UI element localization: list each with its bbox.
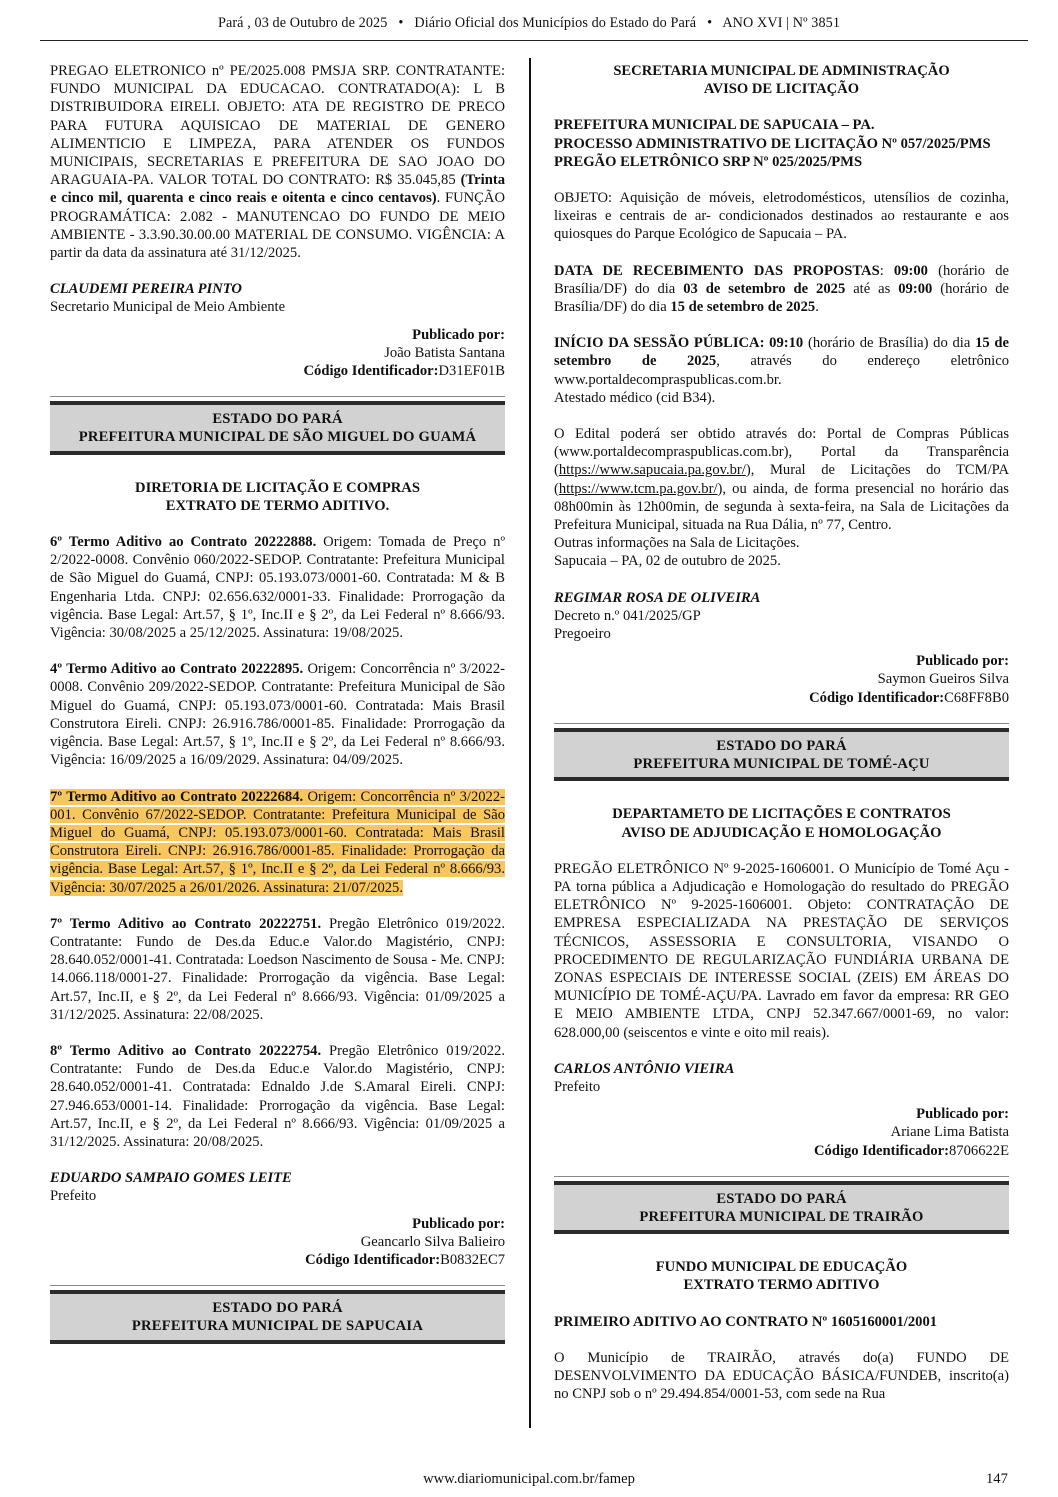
addendum-item: 8º Termo Aditivo ao Contrato 20222754. Pregão Eletrônico 019/2022. Contratante: Fundo de Des.da Educ.e Valor.do Magistério, CNPJ: 28.640.052/0001-41. Contratada: Ednaldo J.de S.Amaral Eireli. CNPJ: 27.946.653/0001-14. Finalidade: Prorrogação da vigência. Base Legal: Art.57, Inc.II, e § 2º, da Lei Federal nº 8.666/93. Vigência: 01/09/2025 a 31/12/2025. Assinatura: 20/08/2025.	[50, 1042, 505, 1150]
place-date-line: Sapucaia – PA, 02 de outubro de 2025.	[554, 553, 781, 570]
header-separator: •	[398, 15, 404, 31]
signer-role: Secretario Municipal de Meio Ambiente	[50, 299, 286, 316]
addendum-item: 7º Termo Aditivo ao Contrato 20222751. Pregão Eletrônico 019/2022. Contratante: Fundo de Des.da Educ.e Valor.do Magistério, CNPJ: 28.640.052/0001-41. Contratada: Loedson Nascimento de Sousa - Me. CNPJ: 14.066.118/0001-27. Finalidade: Prorrogação da vigência. Base Legal: Art.57, Inc.II, e § 2º, da Lei Federal nº 8.666/93. Vigência: 01/09/2025 a 31/12/2025. Assinatura: 22/08/2025.	[50, 915, 505, 1023]
published-by-name: Geancarlo Silva Balieiro	[360, 1233, 505, 1250]
section-subtitle: AVISO DE ADJUDICAÇÃO E HOMOLOGAÇÃO	[621, 824, 942, 841]
right-column	[554, 62, 1009, 1403]
section-title: DIRETORIA DE LICITAÇÃO E COMPRAS	[135, 479, 420, 496]
identifier-code: Código Identificador:C68FF8B0	[809, 689, 1009, 706]
signer-role: Prefeito	[50, 1188, 97, 1205]
section-subtitle: EXTRATO TERMO ADITIVO	[683, 1277, 880, 1294]
contract-heading: PRIMEIRO ADITIVO AO CONTRATO Nº 1605160001/2001	[554, 1313, 938, 1330]
section-subtitle: EXTRATO DE TERMO ADITIVO.	[165, 497, 390, 514]
addendum-item: 4º Termo Aditivo ao Contrato 20222895. Origem: Concorrência nº 3/2022-0008. Convênio 209/2022-SEDOP. Contratante: Prefeitura Municipal de São Miguel do Guamá, CNPJ: 05.193.073/0001-60. Contratada: Mais Brasil Construtora Eireli. CNPJ: 26.916.786/0001-85. Finalidade: Prorrogação da vigência. Base Legal: Art.57, § 1º, Inc.II e § 2º, da Lei Federal nº 8.666/93. Vigência: 16/09/2025 a 16/09/2029. Assinatura: 04/09/2025.	[50, 661, 505, 769]
header-separator: •	[707, 15, 713, 31]
objeto-paragraph: OBJETO: Aquisição de móveis, eletrodomésticos, utensílios de cozinha, lixeiras e centrais de ar- condicionados destinados ao restaurante e aos quiosques do Parque Ecológico de Sapucaia – PA.	[554, 190, 1009, 243]
identifier-code: Código Identificador:8706622E	[814, 1142, 1009, 1159]
section-title: FUNDO MUNICIPAL DE EDUCAÇÃO	[655, 1259, 908, 1276]
published-by-name: Saymon Gueiros Silva	[877, 671, 1009, 688]
notice-heading: PREFEITURA MUNICIPAL DE SAPUCAIA – PA.	[554, 117, 875, 134]
footer-url: www.diariomunicipal.com.br/famep	[423, 1471, 635, 1487]
signer-name: REGIMAR ROSA DE OLIVEIRA	[554, 589, 761, 606]
published-by-label: Publicado por:	[412, 326, 505, 343]
signer-decree: Decreto n.º 041/2025/GP	[554, 607, 701, 624]
session-paragraph: INÍCIO DA SESSÃO PÚBLICA: 09:10 (horário de Brasília) do dia 15 de setembro de 2025, através do endereço eletrônico www.portaldecompraspublicas.com.br.	[554, 335, 1009, 388]
notice-heading: PREGÃO ELETRÔNICO SRP Nº 025/2025/PMS	[554, 153, 863, 170]
tcm-link[interactable]: https://www.tcm.pa.gov.br/	[558, 480, 718, 497]
signer-name: CLAUDEMI PEREIRA PINTO	[50, 281, 242, 298]
adjudication-paragraph: PREGÃO ELETRÔNICO Nº 9-2025-1606001. O Município de Tomé Açu - PA torna pública a Adjudicação e Homologação do resultado do PREGÃO ELETRÔNICO Nº 9-2025-1606001. Objeto: CONTRATAÇÃO DE EMPRESA ESPECIALIZADA NA PRESTAÇÃO DE SERVIÇOS TÉCNICOS, ASSESSORIA E CONSULTORIA, VISANDO O PROCEDIMENTO DE REGULARIZAÇÃO FUNDIÁRIA URBANA DE ZONAS ESPECIAIS DE INTERESSE SOCIAL (ZEIS) EM ÁREAS DO MUNICÍPIO DE TOMÉ-AÇU/PA. Lavrado em favor da empresa: RR GEO E MEIO AMBIENTE LTDA, CNPJ 52.347.667/0001-69, no valor: 628.000,00 (seiscentos e vinte e oito mil reais).	[554, 860, 1009, 1041]
signer-role: Prefeito	[554, 1078, 601, 1095]
page-number: 147	[986, 1471, 1008, 1487]
section-subtitle: AVISO DE LICITAÇÃO	[703, 81, 860, 98]
section-banner: ESTADO DO PARÁ PREFEITURA MUNICIPAL DE TRAIRÃO	[554, 1181, 1009, 1234]
header-issue: ANO XVI | Nº 3851	[722, 15, 841, 31]
contract-paragraph: O Município de TRAIRÃO, através do(a) FUNDO DE DESENVOLVIMENTO DA EDUCAÇÃO BÁSICA/FUNDEB, inscrito(a) no CNPJ sob o nº 29.494.854/0001-53, com sede na Rua	[554, 1349, 1009, 1403]
atestado-line: Atestado médico (cid B34).	[554, 389, 716, 406]
section-banner: ESTADO DO PARÁ PREFEITURA MUNICIPAL DE TOMÉ-AÇU	[554, 728, 1009, 781]
published-by-name: João Batista Santana	[384, 344, 505, 361]
identifier-code: Código Identificador:D31EF01B	[303, 363, 505, 380]
addendum-item: 6º Termo Aditivo ao Contrato 20222888. Origem: Tomada de Preço nº 2/2022-0008. Convênio 060/2022-SEDOP. Contratante: Prefeitura Municipal de São Miguel do Guamá, CNPJ: 05.193.073/0001-60. Contratada: M & B Engenharia Ltda. CNPJ: 02.656.632/0001-33. Finalidade: Prorrogação da vigência. Base Legal: Art.57, § 1º, Inc.II e § 2º, da Lei Federal nº 8.666/93. Vigência: 30/08/2025 a 25/12/2025. Assinatura: 19/08/2025.	[50, 534, 505, 642]
notice-heading: PROCESSO ADMINISTRATIVO DE LICITAÇÃO Nº 057/2025/PMS	[554, 135, 991, 152]
edital-paragraph: O Edital poderá ser obtido através do: Portal de Compras Públicas (www.portaldecompraspublicas.com.br), Portal da Transparência (https://www.sapucaia.pa.gov.br/), Mural de Licitações do TCM/PA (https://www.tcm.pa.gov.br/), ou ainda, de forma presencial no horário das 08h00min às 12h00min, de segunda à sexta-feira, na Sala de Licitações da Prefeitura Municipal, situada na Rua Dália, nº 77, Centro.	[554, 426, 1009, 534]
transparency-link[interactable]: https://www.sapucaia.pa.gov.br/	[558, 462, 746, 479]
info-line: Outras informações na Sala de Licitações.	[554, 535, 800, 552]
addendum-item-highlighted: 7º Termo Aditivo ao Contrato 20222684. Origem: Concorrência nº 3/2022-001. Convênio 67/2022-SEDOP. Contratante: Prefeitura Municipal de São Miguel do Guamá, CNPJ: 05.193.073/0001-60. Contratada: Mais Brasil Construtora Eireli. CNPJ: 26.916.786/0001-85. Finalidade: Prorrogação da vigência. Base Legal: Art.57, § 1º, Inc.II e § 2º, da Lei Federal nº 8.666/93. Vigência: 30/07/2025 a 26/01/2026. Assinatura: 21/07/2025.	[50, 788, 505, 896]
published-by-label: Publicado por:	[916, 1106, 1009, 1123]
published-by-name: Ariane Lima Batista	[890, 1124, 1009, 1141]
header-publication: Diário Oficial dos Municípios do Estado do Pará	[414, 15, 697, 31]
signer-role: Pregoeiro	[554, 626, 611, 643]
section-title: SECRETARIA MUNICIPAL DE ADMINISTRAÇÃO	[613, 63, 950, 79]
published-by-label: Publicado por:	[916, 653, 1009, 670]
left-column	[50, 62, 505, 1344]
dates-paragraph: DATA DE RECEBIMENTO DAS PROPOSTAS: 09:00 (horário de Brasília/DF) do dia 03 de setembro de 2025 até as 09:00 (horário de Brasília/DF) do dia 15 de setembro de 2025.	[554, 262, 1009, 316]
pregao-paragraph: PREGAO ELETRONICO nº PE/2025.008 PMSJA SRP. CONTRATANTE: FUNDO MUNICIPAL DA EDUCACAO. CONTRATADO(A): L B DISTRIBUIDORA EIRELI. OBJETO: ATA DE REGISTRO DE PRECO PARA FUTURA AQUISICAO DE MATERIAL DE GENERO ALIMENTICIO E LIMPEZA, PARA ATENDER OS FUNDOS MUNICIPAIS, SECRETARIAS E PREFEITURA DE SAO JOAO DO ARAGUAIA-PA. VALOR TOTAL DO CONTRATO: R$ 35.045,85 (Trinta e cinco mil, quarenta e cinco reais e oitenta e cinco centavos). FUNÇÃO PROGRAMÁTICA: 2.082 - MANUTENCAO DO FUNDO DE MEIO AMBIENTE - 3.3.90.30.00.00 MATERIAL DE CONSUMO. VIGÊNCIA: A partir da data da assinatura até 31/12/2025.	[50, 63, 505, 262]
header-rule	[40, 40, 1028, 41]
page-header	[0, 14, 1058, 32]
column-divider	[529, 58, 531, 1428]
header-location-date: Pará , 03 de Outubro de 2025	[217, 15, 388, 31]
published-by-label: Publicado por:	[412, 1215, 505, 1232]
signer-name: EDUARDO SAMPAIO GOMES LEITE	[50, 1170, 292, 1187]
identifier-code: Código Identificador:B0832EC7	[305, 1251, 505, 1268]
section-banner: ESTADO DO PARÁ PREFEITURA MUNICIPAL DE SAPUCAIA	[50, 1290, 505, 1343]
section-title: DEPARTAMETO DE LICITAÇÕES E CONTRATOS	[612, 806, 951, 823]
signer-name: CARLOS ANTÔNIO VIEIRA	[554, 1060, 735, 1077]
section-banner: ESTADO DO PARÁ PREFEITURA MUNICIPAL DE SÃO MIGUEL DO GUAMÁ	[50, 401, 505, 454]
